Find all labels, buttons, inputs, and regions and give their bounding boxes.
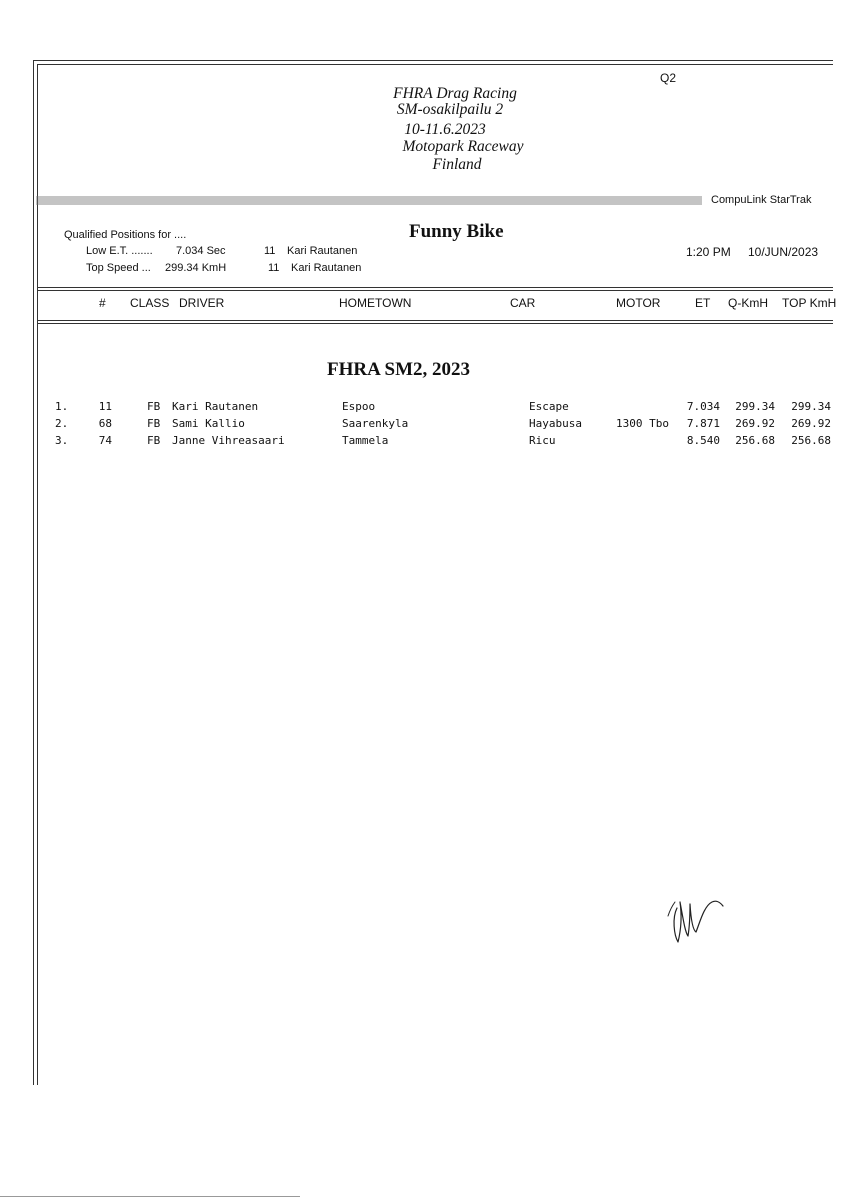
event-title: FHRA Drag Racing: [393, 85, 517, 102]
row-et: 8.540: [686, 434, 720, 447]
top-speed-value: 299.34 KmH: [165, 262, 227, 274]
top-speed-label: Top Speed ...: [86, 262, 151, 274]
header-rule-top-1: [37, 287, 833, 288]
report-date: 10/JUN/2023: [748, 245, 819, 259]
bottom-scan-rule: [0, 1196, 300, 1197]
top-speed-driver: Kari Rautanen: [291, 262, 362, 274]
row-driver: Janne Vihreasaari: [172, 434, 285, 447]
report-time: 1:20 PM: [686, 245, 731, 259]
row-position: 2.: [55, 417, 69, 430]
col-header-car: CAR: [510, 296, 536, 310]
row-hometown: Tammela: [342, 434, 389, 447]
table-row: [0, 400, 848, 416]
col-header-et: ET: [695, 296, 711, 310]
row-motor: 1300 Tbo: [616, 417, 669, 430]
row-qkmh: 256.68: [735, 434, 775, 447]
header-rule-top-2: [37, 290, 833, 291]
row-driver: Kari Rautanen: [172, 400, 259, 413]
row-car: Ricu: [529, 434, 556, 447]
col-header-topkmh: TOP KmH: [782, 296, 837, 310]
row-position: 1.: [55, 400, 69, 413]
row-qkmh: 269.92: [735, 417, 775, 430]
frame-top-outer: [33, 60, 833, 61]
row-car: Hayabusa: [529, 417, 582, 430]
frame-left-outer: [33, 60, 34, 1085]
table-row: [0, 434, 848, 450]
frame-left-inner: [37, 64, 38, 1085]
section-title: FHRA SM2, 2023: [327, 359, 471, 380]
event-country: Finland: [432, 156, 482, 173]
row-qkmh: 299.34: [735, 400, 775, 413]
row-topkmh: 299.34: [791, 400, 831, 413]
col-header-driver: DRIVER: [179, 296, 225, 310]
row-number: 74: [98, 434, 112, 447]
signature: [660, 880, 740, 960]
row-topkmh: 269.92: [791, 417, 831, 430]
col-header-qkmh: Q-KmH: [728, 296, 768, 310]
low-et-driver: Kari Rautanen: [287, 245, 358, 257]
low-et-value: 7.034 Sec: [176, 245, 226, 257]
class-title: Funny Bike: [409, 221, 504, 242]
row-class: FB: [147, 400, 161, 413]
row-et: 7.871: [686, 417, 720, 430]
header-rule-bottom-1: [37, 320, 833, 321]
header-rule-bottom-2: [37, 323, 833, 324]
row-class: FB: [147, 417, 161, 430]
frame-top-inner: [37, 64, 833, 65]
row-car: Escape: [529, 400, 569, 413]
col-header-class: CLASS: [130, 296, 170, 310]
event-subtitle: SM-osakilpailu 2: [396, 101, 504, 118]
col-header-hometown: HOMETOWN: [339, 296, 412, 310]
row-hometown: Espoo: [342, 400, 376, 413]
heat-label: Q2: [660, 71, 677, 85]
row-topkmh: 256.68: [791, 434, 831, 447]
col-header-motor: MOTOR: [616, 296, 661, 310]
low-et-number: 11: [264, 245, 276, 257]
col-header-num: #: [99, 296, 106, 310]
top-speed-number: 11: [268, 262, 280, 274]
event-venue: Motopark Raceway: [402, 138, 524, 155]
row-driver: Sami Kallio: [172, 417, 245, 430]
event-dates: 10-11.6.2023: [404, 121, 486, 138]
table-row: [0, 417, 848, 433]
row-class: FB: [147, 434, 161, 447]
qualified-intro: Qualified Positions for ....: [64, 229, 187, 241]
row-hometown: Saarenkyla: [342, 417, 409, 430]
software-name: CompuLink StarTrak: [711, 194, 812, 206]
row-position: 3.: [55, 434, 69, 447]
row-number: 68: [98, 417, 112, 430]
row-et: 7.034: [686, 400, 720, 413]
row-number: 11: [98, 400, 112, 413]
low-et-label: Low E.T. .......: [86, 245, 153, 257]
dotted-separator: [36, 196, 702, 205]
